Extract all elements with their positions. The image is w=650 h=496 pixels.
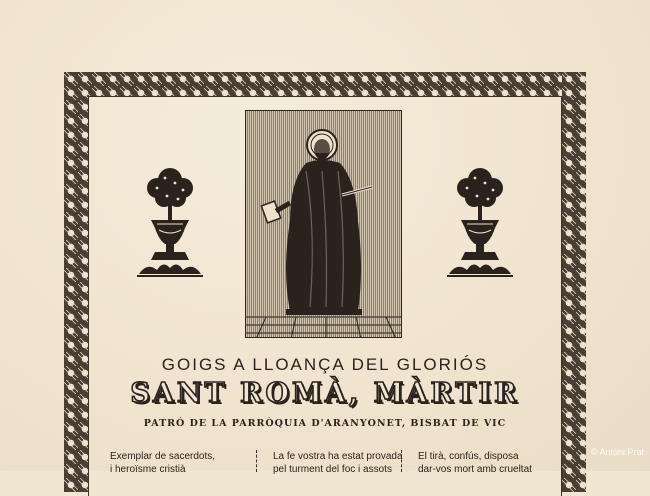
verse-line: La fe vostra ha estat provada xyxy=(273,451,403,462)
ornamental-border-top xyxy=(64,72,586,96)
saint-figure-icon xyxy=(246,111,402,338)
subtitle: PATRÓ DE LA PARRÒQUIA D'ARANYONET, BISBAT DE VIC xyxy=(143,418,507,429)
verse-column-1 xyxy=(110,450,215,476)
saint-engraving xyxy=(245,110,402,338)
column-divider xyxy=(401,450,402,472)
column-divider xyxy=(256,450,257,472)
verse-line: El tirà, confús, disposa xyxy=(418,451,519,462)
urn-tree-right-icon xyxy=(447,164,513,282)
title-line-2: SANT ROMÀ, MÀRTIR xyxy=(130,378,520,409)
watermark: © Antoni Prat xyxy=(590,447,644,457)
verse-column-3 xyxy=(418,450,532,476)
verse-line: i heroïsme cristià xyxy=(110,464,186,475)
verse-line: pel turment del foc i assots xyxy=(273,464,392,475)
ornamental-border-left xyxy=(64,72,88,492)
verse-line: dar-vos mort amb crueltat xyxy=(418,464,532,475)
urn-tree-left-icon xyxy=(137,164,203,282)
ornamental-border-right xyxy=(562,72,586,492)
verse-line: Exemplar de sacerdots, xyxy=(110,451,216,462)
title-line-1: GOIGS A LLOANÇA DEL GLORIÓS xyxy=(161,355,489,374)
verse-column-2 xyxy=(273,450,403,476)
